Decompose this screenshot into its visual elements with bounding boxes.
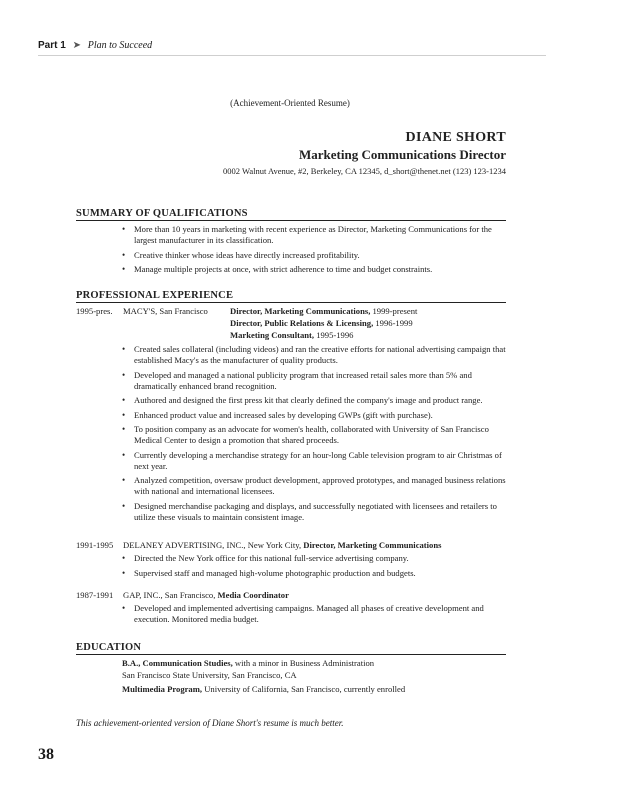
running-head [38, 40, 546, 56]
job-employer: GAP, INC., San Francisco, Media Coordinator [123, 590, 289, 600]
resume-subtitle: (Achievement-Oriented Resume) [230, 98, 350, 108]
list-item: • Supervised staff and managed high-volume photographic production and budgets. [122, 567, 416, 578]
list-item: • Directed the New York office for this national full-service advertising company. [122, 553, 409, 563]
job-employer: MACY'S, San Francisco [123, 306, 208, 316]
chapter-title: Plan to Succeed [87, 40, 153, 51]
list-item: • Currently developing a merchandise strategy for an hour-long Cable television program to air Christmas of next year. [122, 449, 502, 471]
job-bullets [122, 344, 512, 526]
list-item: • Created sales collateral (including videos) and ran the creative efforts for national advertising campaign that established Macy's as the manufacturer of quality products. [122, 344, 506, 365]
education-heading: EDUCATION [76, 642, 506, 655]
page-number: 38 [38, 746, 54, 763]
list-item: • More than 10 years in marketing with recent experience as Director, Marketing Communications for the largest manufacturer in its classification. [122, 224, 492, 245]
summary-heading: SUMMARY OF QUALIFICATIONS [76, 208, 506, 221]
list-item: • Manage multiple projects at once, with strict adherence to time and budget constraints. [122, 264, 433, 274]
figure-caption: This achievement-oriented version of Diane Short's resume is much better. [76, 718, 344, 728]
experience-heading: PROFESSIONAL EXPERIENCE [76, 290, 506, 303]
list-item: • Enhanced product value and increased sales by developing GWPs (gift with purchase). [122, 409, 433, 420]
list-item: • Authored and designed the first press kit that clearly defined the company's image and product range. [122, 395, 483, 405]
education-school: San Francisco State University, San Francisco, CA [122, 670, 297, 680]
job-dates: 1987-1991 [76, 590, 114, 600]
education-degree: B.A., Communication Studies, with a minor in Business Administration [122, 658, 375, 668]
job-dates: 1991-1995 [76, 540, 114, 550]
job-title-line: Marketing Consultant, 1995-1996 [230, 330, 354, 340]
resume-contact: 0002 Walnut Avenue, #2, Berkeley, CA 12345, d_short@thenet.net (123) 123-1234 [223, 166, 506, 176]
list-item: • Developed and managed a national publicity program that increased retail sales more than 5% and dramatically enhanced brand recognition. [122, 369, 472, 391]
education-program: Multimedia Program, University of California, San Francisco, currently enrolled [122, 684, 406, 694]
resume-name: DIANE SHORT [405, 130, 506, 145]
job-bullets [122, 603, 512, 629]
list-item: • Designed merchandise packaging and displays, and successfully negotiated with licensees and retailers to utilize these visuals to maintain consistent image. [122, 500, 497, 522]
job-dates: 1995-pres. [76, 306, 113, 316]
job-title-line: Director, Marketing Communications, 1999-present [230, 306, 418, 316]
list-item: • Developed and implemented advertising campaigns. Managed all phases of creative development and execution. Monitored media budget. [122, 603, 484, 624]
arrow-icon: ➤ [72, 40, 81, 51]
resume-role: Marketing Communications Director [298, 147, 506, 162]
list-item: • Creative thinker whose ideas have directly increased profitability. [122, 249, 360, 260]
part-label: Part 1 [38, 40, 66, 51]
job-bullets [122, 553, 512, 582]
list-item: • To position company as an advocate for women's health, collaborated with University of San Francisco Medical Center to design a promotion that shared proceeds. [122, 424, 489, 445]
summary-list [122, 224, 512, 279]
list-item: • Analyzed competition, oversaw product development, approved prototypes, and managed business relations with national and international licensees. [122, 475, 506, 496]
job-title-line: Director, Public Relations & Licensing, 1996-1999 [230, 318, 413, 328]
job-employer: DELANEY ADVERTISING, INC., New York City, Director, Marketing Communications [123, 540, 442, 550]
